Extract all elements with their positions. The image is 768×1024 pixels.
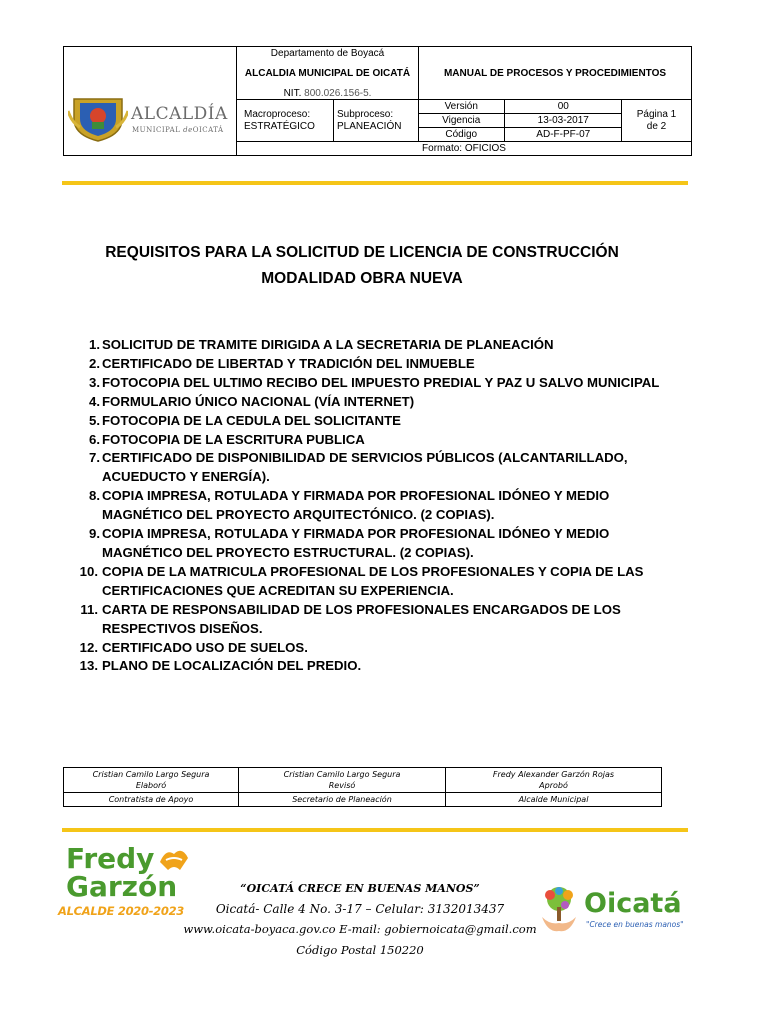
- footer-slogan: “OICATÁ CRECE EN BUENAS MANOS”: [240, 882, 480, 895]
- position-reviso: Secretario de Planeación: [239, 793, 446, 807]
- vigencia-label: Vigencia: [419, 114, 504, 128]
- requirement-number: 2.: [89, 355, 100, 371]
- header-divider: [62, 181, 688, 185]
- requirement-number: 10.: [79, 563, 98, 579]
- requirement-text: CERTIFICADO DE LIBERTAD Y TRADICIÓN DEL INMUEBLE: [102, 355, 475, 371]
- requirement-item: [78, 374, 678, 393]
- version-value: 00: [504, 100, 622, 114]
- subproceso-cell: [334, 100, 419, 142]
- vigencia-value: 13-03-2017: [504, 114, 622, 128]
- requirement-item: [78, 393, 678, 412]
- requirement-number: 8.: [89, 488, 100, 504]
- title-line-2: MODALIDAD OBRA NUEVA: [261, 270, 463, 287]
- macroproceso-cell: [237, 100, 334, 142]
- requirement-item: [78, 412, 678, 431]
- logo-title: ALCALDÍA: [131, 104, 228, 124]
- requirement-text: CERTIFICADO DE DISPONIBILIDAD DE SERVICIOS PÚBLICOS (ALCANTARILLADO, ACUEDUCTO Y ENERGÍA).: [102, 450, 628, 485]
- logo-cell: [64, 47, 237, 156]
- requirement-number: 3.: [89, 374, 100, 390]
- signatures-positions-row: [64, 793, 662, 807]
- page-title: [0, 240, 724, 292]
- signature-reviso: Cristian Camilo Largo Segura Revisó: [239, 768, 446, 793]
- requirement-text: PLANO DE LOCALIZACIÓN DEL PREDIO.: [102, 658, 362, 674]
- requirement-item: [78, 336, 678, 355]
- position-aprobo: Alcalde Municipal: [446, 793, 662, 807]
- requirement-item: [78, 487, 678, 525]
- requirement-text: SOLICITUD DE TRAMITE DIRIGIDA A LA SECRETARIA DE PLANEACIÓN: [102, 337, 554, 352]
- signature-aprobo: Fredy Alexander Garzón Rojas Aprobó: [446, 768, 662, 793]
- requirement-item: [78, 449, 678, 487]
- requirement-item: [78, 639, 678, 658]
- requirements-list: [78, 336, 678, 676]
- codigo-value: AD-F-PF-07: [504, 128, 622, 142]
- requirement-item: [78, 355, 678, 374]
- requirement-text: FOTOCOPIA DE LA CEDULA DEL SOLICITANTE: [102, 412, 401, 428]
- requirement-text: CERTIFICADO USO DE SUELOS.: [102, 639, 308, 655]
- document-header-table: [63, 46, 692, 156]
- title-line-1: REQUISITOS PARA LA SOLICITUD DE LICENCIA DE CONSTRUCCIÓN: [105, 244, 619, 261]
- page-number-line1: Página 1: [636, 108, 677, 120]
- logo-fredy-text: Fredy: [66, 842, 155, 875]
- footer-address: Oicatá- Calle 4 No. 3-17 – Celular: 3132013437: [215, 902, 505, 916]
- fredy-garzon-logo: [58, 842, 198, 922]
- logo-garzon-text: Garzón: [66, 870, 178, 903]
- department-name: Departamento de Boyacá: [270, 47, 385, 59]
- page-number-line2: de 2: [646, 120, 667, 132]
- footer-postal-code: Código Postal 150220: [296, 943, 424, 957]
- requirement-text: COPIA DE LA MATRICULA PROFESIONAL DE LOS PROFESIONALES Y COPIA DE LAS CERTIFICACIONES QUE ACREDITAN SU EXPERIENCIA.: [102, 563, 644, 598]
- requirement-item: [78, 525, 678, 563]
- formato: Formato: OFICIOS: [237, 142, 692, 156]
- requirement-number: 12.: [79, 639, 98, 655]
- requirement-item: [78, 657, 678, 676]
- footer-divider: [62, 828, 688, 832]
- position-elaboro: Contratista de Apoyo: [64, 793, 239, 807]
- handshake-icon: [158, 844, 190, 879]
- requirement-number: 1.: [89, 337, 100, 352]
- logo-subtitle: MUNICIPAL deOICATÁ: [132, 126, 224, 134]
- requirement-text: CARTA DE RESPONSABILIDAD DE LOS PROFESIONALES ENCARGADOS DE LOS RESPECTIVOS DISEÑOS.: [102, 601, 621, 636]
- manual-title: MANUAL DE PROCESOS Y PROCEDIMIENTOS: [419, 47, 692, 100]
- version-grid-cell: [419, 100, 622, 142]
- codigo-label: Código: [419, 128, 504, 142]
- municipal-shield-icon: [68, 97, 128, 143]
- requirement-number: 5.: [89, 412, 100, 428]
- requirement-text: FOTOCOPIA DE LA ESCRITURA PUBLICA: [102, 431, 365, 447]
- requirement-item: [78, 601, 678, 639]
- requirement-item: [78, 431, 678, 450]
- subproceso-value: PLANEACIÓN: [337, 120, 402, 132]
- entity-info-cell: [237, 47, 419, 100]
- requirement-text: COPIA IMPRESA, ROTULADA Y FIRMADA POR PROFESIONAL IDÓNEO Y MEDIO MAGNÉTICO DEL PROYECTO ARQUITECTÓNICO. (2 COPIAS).: [102, 488, 610, 523]
- requirement-number: 13.: [79, 658, 98, 674]
- oicata-logo: [538, 885, 698, 935]
- nit: NIT. 800.026.156-5.: [283, 87, 372, 99]
- requirement-number: 11.: [80, 601, 98, 617]
- requirement-item: [78, 563, 678, 601]
- macroproceso-label: Macroproceso:: [244, 108, 311, 120]
- requirement-number: 7.: [89, 450, 100, 466]
- subproceso-label: Subproceso:: [337, 108, 394, 120]
- tree-hands-icon: [538, 885, 580, 940]
- page-number-cell: [622, 100, 692, 142]
- signatures-table: [63, 767, 662, 807]
- version-grid: [419, 100, 622, 141]
- signature-elaboro: Cristian Camilo Largo Segura Elaboró: [64, 768, 239, 793]
- oicata-logo-name: Oicatá: [584, 888, 682, 919]
- requirement-number: 9.: [89, 526, 100, 542]
- oicata-logo-tagline: "Crece en buenas manos": [586, 920, 684, 929]
- alcaldia-name: ALCALDIA MUNICIPAL DE OICATÁ: [244, 67, 411, 79]
- signatures-names-row: [64, 768, 662, 793]
- requirement-text: COPIA IMPRESA, ROTULADA Y FIRMADA POR PROFESIONAL IDÓNEO Y MEDIO MAGNÉTICO DEL PROYECTO ESTRUCTURAL. (2 COPIAS).: [102, 526, 610, 560]
- macroproceso-value: ESTRATÉGICO: [244, 120, 315, 132]
- requirement-text: FOTOCOPIA DEL ULTIMO RECIBO DEL IMPUESTO PREDIAL Y PAZ U SALVO MUNICIPAL: [102, 374, 660, 390]
- requirement-number: 4.: [89, 393, 100, 409]
- version-label: Versión: [419, 100, 504, 114]
- footer-web-email: www.oicata-boyaca.gov.co E-mail: gobiernoicata@gmail.com: [183, 922, 537, 936]
- requirement-text: FORMULARIO ÚNICO NACIONAL (VÍA INTERNET): [102, 393, 415, 409]
- requirement-number: 6.: [89, 431, 100, 447]
- logo-alcalde-text: ALCALDE 2020-2023: [58, 904, 184, 918]
